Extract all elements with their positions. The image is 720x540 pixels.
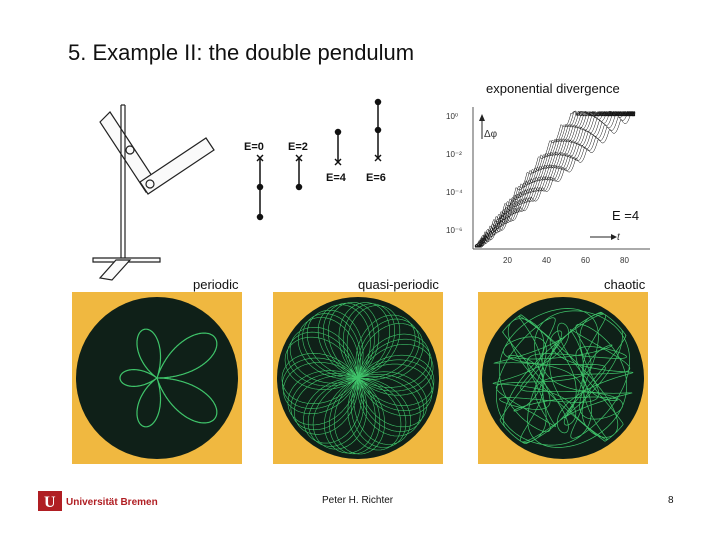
pendulum-apparatus-illustration [88,100,223,285]
page-number: 8 [668,495,674,506]
panel-label-quasi-periodic: quasi-periodic [358,277,439,292]
slide-title: 5. Example II: the double pendulum [68,40,415,65]
x-axis-symbol: t [617,232,620,243]
svg-text:U: U [44,494,56,511]
energy-label-0: E=0 [244,141,264,153]
divergence-label: exponential divergence [486,81,620,96]
periodic-trajectory-panel [72,292,242,464]
x-tick-40: 40 [542,256,551,265]
energy-label-2: E=2 [288,141,308,153]
university-name: Universität Bremen [66,497,158,508]
energy-plot-label: E =4 [612,208,640,223]
y-tick-6: 10⁻⁶ [446,226,463,235]
x-tick-20: 20 [503,256,512,265]
y-tick-2: 10⁻² [446,150,462,159]
university-logo [38,489,173,518]
footer-author: Peter H. Richter [322,495,394,506]
y-axis-symbol: Δφ [484,129,498,140]
energy-configurations-diagram [236,92,408,227]
panel-label-periodic: periodic [193,277,239,292]
panel-label-chaotic: chaotic [604,277,646,292]
x-tick-60: 60 [581,256,590,265]
energy-label-6: E=6 [366,172,386,184]
quasi-periodic-trajectory-panel [273,292,443,464]
divergence-curves [475,111,635,247]
x-tick-80: 80 [620,256,629,265]
divergence-plot [440,97,655,267]
energy-label-4: E=4 [326,172,346,184]
university-logo-mark [38,489,173,513]
y-tick-4: 10⁻⁴ [446,188,463,197]
y-tick-0: 10⁰ [446,112,459,121]
chaotic-trajectory-panel [478,292,648,464]
